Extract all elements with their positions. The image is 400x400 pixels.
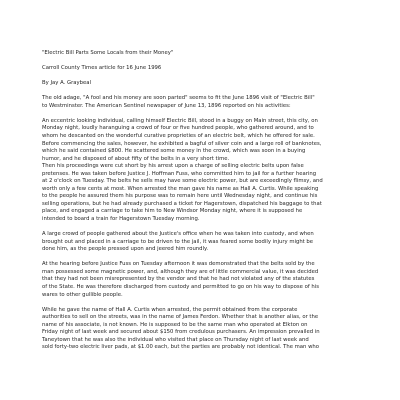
paragraph-line: humor, and he disposed of about fifty of the belts in a very short time. bbox=[42, 155, 230, 162]
paragraph-line: which he said contained $800. He scattered some money in the crowd, which was soon in a buying bbox=[42, 148, 306, 155]
paragraph-line: that they had not been misrepresented by the vendor and that he had not violated any of the statutes bbox=[42, 276, 315, 283]
paragraph-line: Taneytown that he was also the individual who visited that place on Thursday night of last week and bbox=[42, 336, 309, 343]
article-body bbox=[42, 95, 360, 352]
paragraph-line: Monday night, loudly haranguing a crowd of four or five hundred people, who gathered around, and to bbox=[42, 125, 314, 132]
paragraph-line: at 2 o'clock on Tuesday. The belts he sells may have some electric power, but are exceedingly flimsy, and bbox=[42, 178, 323, 185]
paragraph-line: At the hearing before Justice Fuss on Tuesday afternoon it was demonstrated that the belts sold by the bbox=[42, 261, 315, 268]
paragraph-line: whom he descanted on the wonderful curative proprieties of an electric belt, which he offered for sale. bbox=[42, 133, 315, 140]
article-paragraph bbox=[42, 307, 360, 352]
article-paragraph bbox=[42, 231, 360, 254]
paragraph-line: While he gave the name of Hall A. Curtis when arrested, the permit obtained from the corporate bbox=[42, 306, 298, 313]
paragraph-line: An eccentric looking individual, calling himself Electric Bill, stood in a buggy on Main street, this city, on bbox=[42, 117, 318, 124]
article-paragraph bbox=[42, 261, 360, 299]
paragraph-line: selling operations, but he had already purchased a ticket for Hagerstown, dispatched his baggage to that bbox=[42, 200, 322, 207]
paragraph-line: Then his proceedings were cut short by his arrest upon a charge of selling electric belts upon false bbox=[42, 163, 304, 170]
paragraph-line: pretenses. He was taken before Justice J. Hoffman Fuss, who committed him to jail for a further hearing bbox=[42, 170, 317, 177]
article-title: "Electric Bill Parts Some Locals from their Money" bbox=[42, 50, 174, 56]
paragraph-line: done him, as the people pressed upon and jeered him roundly. bbox=[42, 246, 209, 253]
paragraph-line: The old adage, "A fool and his money are soon parted" seems to fit the June 1896 visit of "Electric Bill" bbox=[42, 95, 315, 102]
paragraph-line: place, and engaged a carriage to take him to New Windsor Monday night, where it is supposed he bbox=[42, 208, 303, 215]
paragraph-line: Before commencing the sales, however, he exhibited a bagful of silver coin and a large roll of banknotes, bbox=[42, 140, 322, 147]
paragraph-line: worth only a few cents at most. When arrested the man gave his name as Hall A. Curtis. While speaking bbox=[42, 185, 319, 192]
paragraph-line: authorities to sell on the streets, was in the name of James Ferdon. Whether that is another alias, or the bbox=[42, 314, 319, 321]
article-byline: By Jay A. Graybeal bbox=[42, 80, 91, 87]
article-source: Carroll County Times article for 16 June 1996 bbox=[42, 65, 162, 72]
paragraph-line: to Westminster. The American Sentinel newspaper of June 13, 1896 reported on his activities: bbox=[42, 102, 291, 109]
paragraph-line: man possessed some magnetic power, and, although they are of little commercial value, it was decided bbox=[42, 268, 319, 275]
paragraph-line: Friday night of last week and secured about $150 from credulous purchasers. An impression prevailed in bbox=[42, 329, 320, 336]
article-paragraph bbox=[42, 95, 360, 110]
paragraph-line: wares to other gullible people. bbox=[42, 291, 123, 298]
article-paragraph bbox=[42, 118, 360, 224]
paragraph-line: intended to board a train for Hagerstown Tuesday morning. bbox=[42, 216, 200, 223]
paragraph-line: to the people he assured them his purpose was to remain here until Wednesday night, and continue his bbox=[42, 193, 318, 200]
paragraph-line: name of his associate, is not known. He is supposed to be the same man who operated at Elkton on bbox=[42, 321, 308, 328]
paragraph-line: of the State. He was therefore discharged from custody and permitted to go on his way to dispose of his bbox=[42, 283, 319, 290]
paragraph-line: A large crowd of people gathered about the Justice's office when he was taken into custody, and when bbox=[42, 231, 314, 238]
paragraph-line: sold forty-two electric liver pads, at $1.00 each, but the parties are probably not identical. The man who bbox=[42, 344, 320, 351]
paragraph-line: brought out and placed in a carriage to be driven to the jail, it was feared some bodily injury might be bbox=[42, 238, 314, 245]
